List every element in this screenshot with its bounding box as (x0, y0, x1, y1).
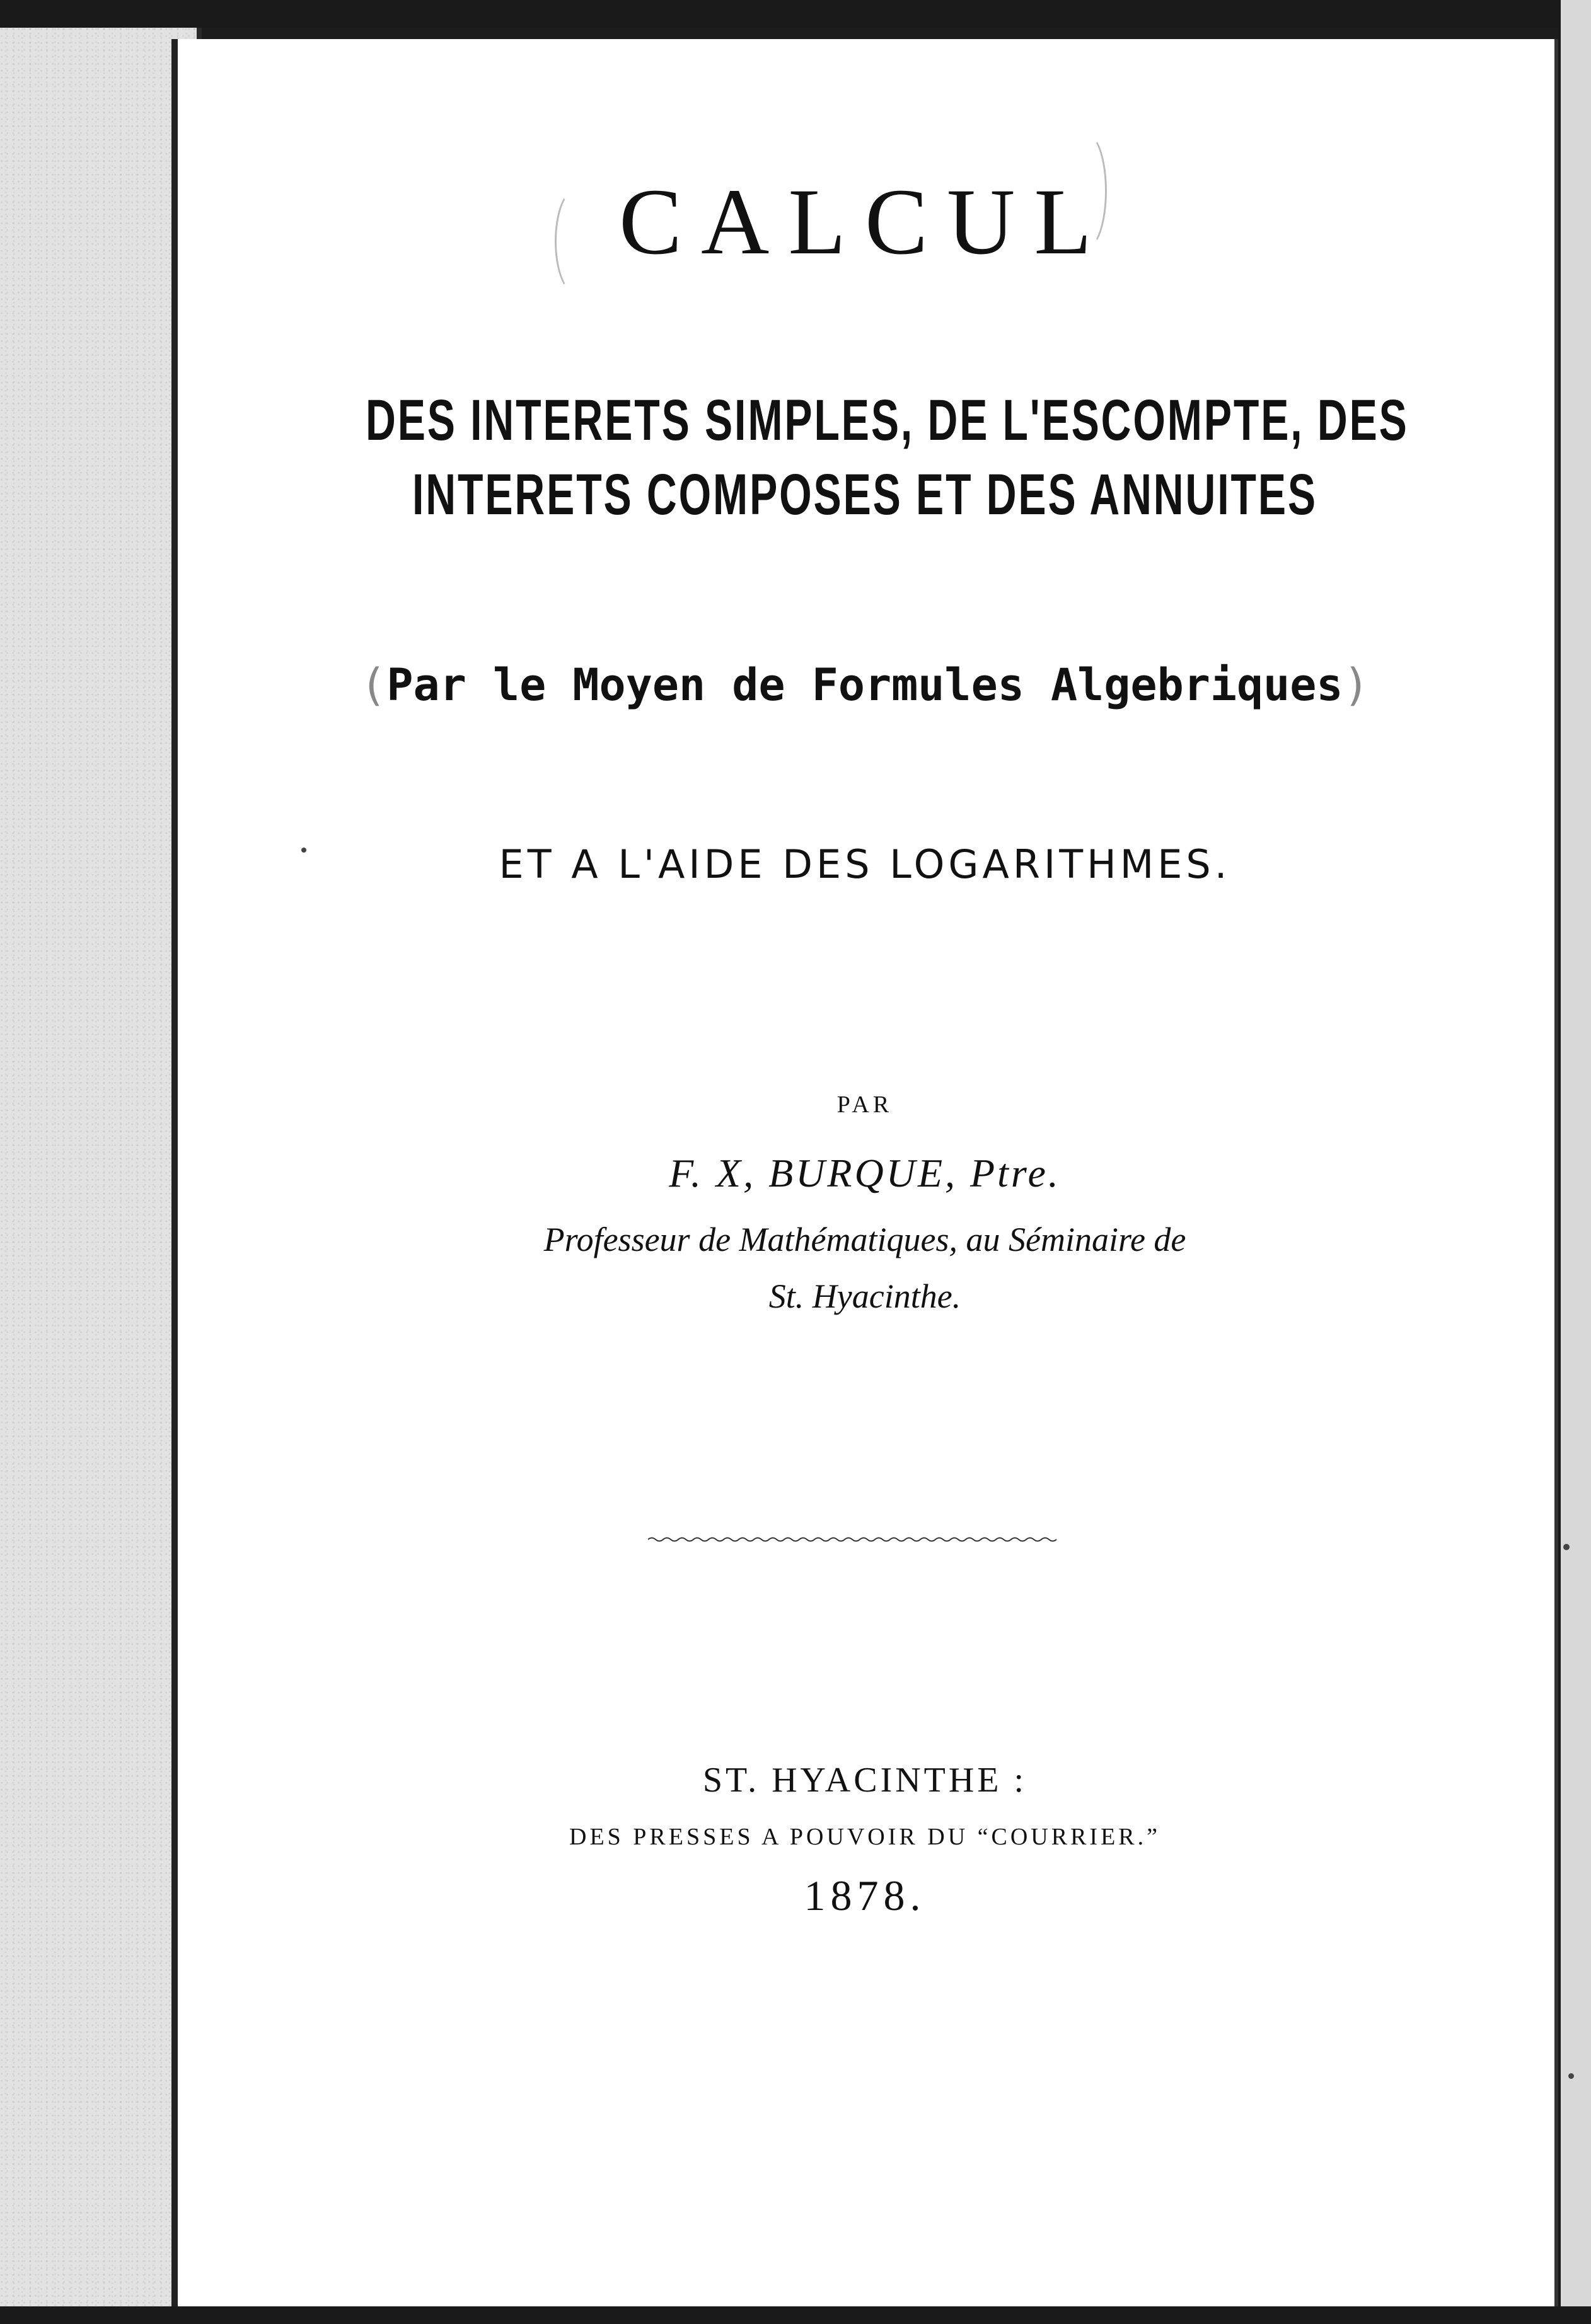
speck (301, 848, 306, 853)
method-line (171, 657, 1558, 713)
right-page-edge (1558, 0, 1591, 2324)
scan-top-border (0, 0, 1591, 28)
publisher: DES PRESSES A POUVOIR DU “COURRIER.” (569, 1824, 1160, 1850)
by-label: PAR (836, 1091, 893, 1118)
publication-year: 1878. (804, 1872, 926, 1919)
speck (1568, 2073, 1574, 2079)
author-affiliation-line-1: Professeur de Mathématiques, au Séminaire de (543, 1221, 1186, 1258)
method-text: Par le Moyen de Formules Algebriques (386, 659, 1343, 711)
scan-bottom-border (0, 2306, 1591, 2324)
close-paren-mark: ) (1343, 659, 1370, 711)
subtitle-line-2: INTERETS COMPOSES ET DES ANNUITES (412, 463, 1317, 527)
ornamental-divider (648, 1535, 1058, 1544)
book-title: CALCUL (619, 170, 1111, 274)
logarithms-line: ET A L'AIDE DES LOGARITHMES. (499, 841, 1231, 887)
author-affiliation-line-2: St. Hyacinthe. (768, 1277, 961, 1315)
author-name: F. X, BURQUE, Ptre. (669, 1151, 1061, 1195)
subtitle-line-1: DES INTERETS SIMPLES, DE L'ESCOMPTE, DES (365, 388, 1409, 452)
publication-place: ST. HYACINTHE : (702, 1761, 1027, 1800)
open-paren-mark: ( (360, 659, 387, 711)
speck (1563, 1544, 1570, 1550)
